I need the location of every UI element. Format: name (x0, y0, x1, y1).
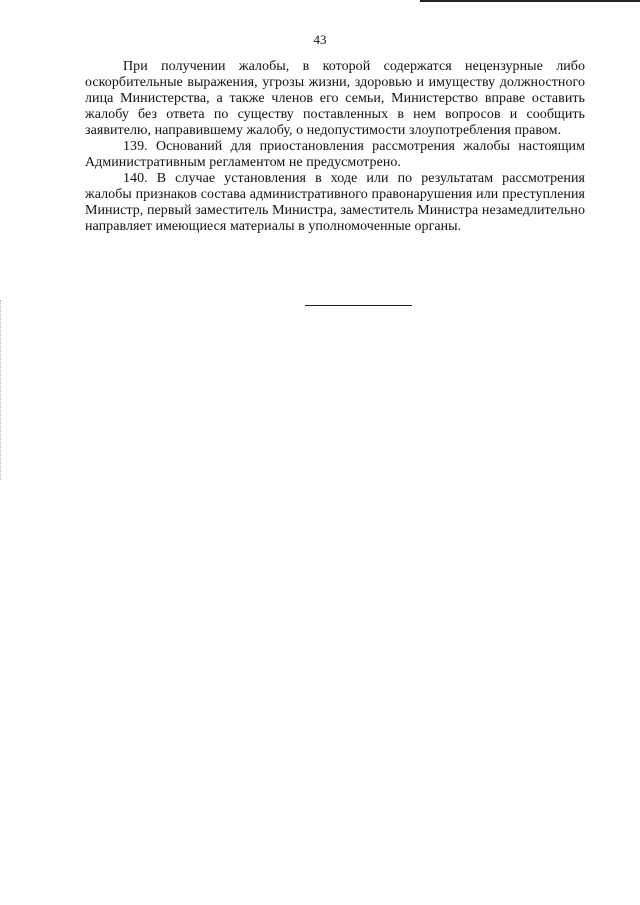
paragraph-139: 139. Оснований для приостановления рассмотрения жалобы настоящим Административным регламентом не предусмотрено. (85, 139, 585, 170)
document-body (85, 59, 585, 235)
page-number: 43 (313, 32, 327, 47)
scan-top-edge-line (420, 0, 640, 2)
paragraph-complaint-rejection: При получении жалобы, в которой содержатся нецензурные либо оскорбительные выражения, угрозы жизни, здоровью и имуществу должностного лица Министерства, а также членов его семьи, Министерство вправе оставить жалобу без ответа по существу поставленных в нем вопросов и сообщить заявителю, направившему жалобу, о недопустимости злоупотребления правом. (85, 59, 585, 138)
scan-left-edge-marks (0, 300, 3, 480)
end-of-text-divider (305, 305, 412, 306)
paragraph-140: 140. В случае установления в ходе или по результатам рассмотрения жалобы признаков состава административного правонарушения или преступления Министр, первый заместитель Министра, заместитель Министра незамедлительно направляет имеющиеся материалы в уполномоченные органы. (85, 171, 585, 234)
